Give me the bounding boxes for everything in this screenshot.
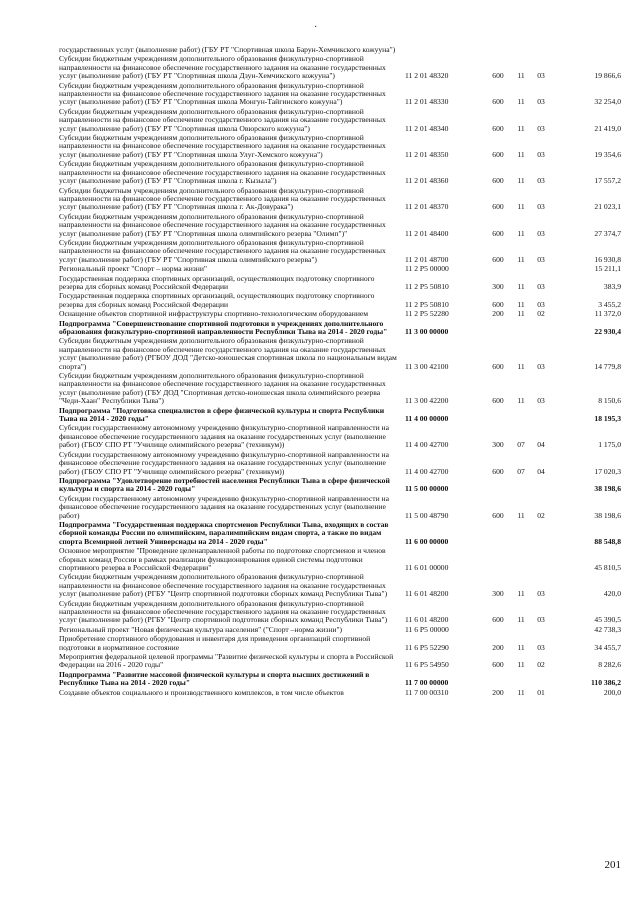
- amount: 19 354,6: [594, 149, 621, 159]
- section: 11: [517, 660, 525, 670]
- amount: 110 386,2: [591, 678, 621, 688]
- top-mark: ·: [314, 22, 318, 33]
- target-code: 11 6 P5 52290: [405, 642, 449, 652]
- subsection: 02: [537, 309, 545, 319]
- table-row: [59, 689, 621, 697]
- subsection: 03: [537, 396, 545, 406]
- subsection: 03: [537, 176, 545, 186]
- table-row: [59, 265, 621, 273]
- section: 11: [517, 281, 525, 291]
- table-row: [59, 424, 621, 449]
- expense-type: 200: [492, 309, 504, 319]
- expense-type: 600: [492, 202, 504, 212]
- table-row: [59, 160, 621, 185]
- table-row: [59, 372, 621, 406]
- subsection: 04: [537, 440, 545, 450]
- expense-type: 600: [492, 396, 504, 406]
- row-name: Субсидии бюджетным учреждениям дополнительного образования физкультурно-спортивной направленности на финансовое обеспечение государственного задания на оказание государственных услуг (выполнение работ) (ГБУ ДОД "Спортивная детско-юношеская школа олимпийского резерва "Чеди-Хаан" Республики Тыва"): [59, 371, 386, 406]
- section: 11: [517, 71, 525, 81]
- target-code: 11 2 01 48330: [405, 97, 449, 107]
- amount: 27 374,7: [594, 228, 621, 238]
- target-code: 11 2 01 48370: [405, 202, 449, 212]
- target-code: 11 2 P5 50810: [405, 299, 449, 309]
- target-code: 11 3 00 00000: [405, 327, 449, 336]
- expense-type: 300: [492, 440, 504, 450]
- section: 11: [517, 642, 525, 652]
- row-name: Подпрограмма "Удовлетворение потребностей населения Республики Тыва в сфере физической культуры и спорта на 2014 - 2020 годы": [59, 475, 390, 494]
- row-name: Государственная поддержка спортивных организаций, осуществляющих подготовку спортивного резерва для сборных команд Российской Федерации: [59, 291, 375, 309]
- subsection: 04: [537, 466, 545, 476]
- row-name: Субсидии бюджетным учреждениям дополнительного образования физкультурно-спортивной направленности на финансовое обеспечение государственного задания на оказание государственных услуг (выполнение работ) (ГБУ РТ "Спортивная школа Улуг-Хемского кожууна"): [59, 133, 386, 159]
- expense-type: 600: [492, 176, 504, 186]
- amount: 200,0: [603, 687, 621, 697]
- row-name: Субсидии государственному автономному учреждению физкультурно-спортивной направленности на финансовое обеспечение государственного задания на оказание государственных услуг (выполнение работ): [59, 493, 389, 520]
- row-name: Субсидии бюджетным учреждениям дополнительного образования физкультурно-спортивной направленности на финансовое обеспечение государственного задания на оказание государственных услуг (выполнение работ) (ГБУ РТ "Спортивная школа олимпийского резерва "Олимп")": [59, 211, 386, 238]
- table-row: [59, 239, 621, 264]
- expense-type: 600: [492, 361, 504, 371]
- section: 11: [517, 299, 525, 309]
- amount: 1 175,0: [598, 440, 621, 450]
- section: 11: [517, 254, 525, 264]
- row-name: Субсидии бюджетным учреждениям дополнительного образования физкультурно-спортивной направленности на финансовое обеспечение государственного задания на оказание государственных услуг (выполнение работ) (ГБУ РТ "Спортивная школа Дзун-Хемчикского кожууна"): [59, 54, 386, 81]
- expense-type: 600: [492, 228, 504, 238]
- row-name: Региональный проект "Спорт – норма жизни": [59, 264, 208, 274]
- subsection: 03: [537, 281, 545, 291]
- target-code: 11 4 00 42700: [405, 466, 449, 476]
- section: 07: [517, 466, 525, 476]
- row-name: Субсидии бюджетным учреждениям дополнительного образования физкультурно-спортивной направленности на финансовое обеспечение государственного задания на оказание государственных услуг (выполнение работ) (ГБУ РТ "Спортивная школа г. Ак-Довурака"): [59, 185, 386, 212]
- section: 11: [517, 202, 525, 212]
- amount: 17 557,2: [594, 176, 621, 186]
- subsection: 03: [537, 202, 545, 212]
- amount: 15 211,1: [594, 264, 621, 274]
- table-row: [59, 134, 621, 159]
- table-row: [59, 292, 621, 309]
- row-name: Субсидии государственному автономному учреждению физкультурно-спортивной направленности на финансовое обеспечение государственного задания на оказание государственных услуг (выполнение работ) (ГБОУ СПО РТ "Училище олимпийского резерва" (техникум)): [59, 423, 389, 450]
- section: 07: [517, 440, 525, 450]
- section: 11: [517, 396, 525, 406]
- table-row: [59, 635, 621, 652]
- row-name: Подпрограмма "Подготовка специалистов в сфере физической культуры и спорта Республики Тыва на 2014 - 2020 годы": [59, 405, 385, 424]
- table-row: [59, 310, 621, 318]
- subsection: 03: [537, 615, 545, 625]
- amount: 38 198,6: [594, 484, 621, 494]
- expense-type: 600: [492, 71, 504, 81]
- target-code: 11 2 P5 52280: [405, 309, 449, 319]
- target-code: 11 6 00 00000: [405, 536, 449, 546]
- row-name: Подпрограмма "Совершенствование спортивной подготовки в учреждениях дополнительного образования физкультурно-спортивной направленности Республики Тыва на 2014 - 2020 годы": [59, 318, 388, 336]
- table-row: [59, 407, 621, 424]
- table-row: [59, 671, 621, 688]
- amount: 11 372,0: [594, 309, 621, 319]
- table-row: [59, 46, 621, 54]
- expense-type: 600: [492, 254, 504, 264]
- table-row: [59, 451, 621, 476]
- row-name: государственных услуг (выполнение работ) (ГБУ РТ "Спортивная школа Барун-Хемчикского кожууна"): [59, 45, 396, 54]
- section: 11: [517, 687, 525, 697]
- section: 11: [517, 123, 525, 133]
- expense-type: 200: [492, 687, 504, 697]
- row-name: Субсидии бюджетным учреждениям дополнительного образования физкультурно-спортивной направленности на финансовое обеспечение государственного задания на оказание государственных услуг (выполнение работ) (РГБОУ ДОД "Детско-юношеская спортивная школа по национальным видам спорта"): [59, 336, 397, 371]
- table-row: [59, 495, 621, 520]
- subsection: 02: [537, 660, 545, 670]
- expense-type: 300: [492, 589, 504, 599]
- target-code: 11 2 01 48360: [405, 176, 449, 186]
- target-code: 11 4 00 42700: [405, 440, 449, 450]
- subsection: 03: [537, 361, 545, 371]
- section: 11: [517, 309, 525, 319]
- row-name: Субсидии бюджетным учреждениям дополнительного образования физкультурно-спортивной направленности на финансовое обеспечение государственного задания на оказание государственных услуг (выполнение работ) (РГБУ "Центр спортивной подготовки сборных команд Республики Тыва"): [59, 598, 388, 625]
- expense-type: 600: [492, 510, 504, 520]
- target-code: 11 6 01 48200: [405, 589, 449, 599]
- amount: 21 023,1: [594, 202, 621, 212]
- amount: 42 738,3: [594, 624, 621, 634]
- row-name: Мероприятия федеральной целевой программы "Развитие физической культуры и спорта в Российской Федерации на 2016 - 2020 годы": [59, 652, 394, 670]
- expense-type: 300: [492, 281, 504, 291]
- amount: 18 195,3: [594, 414, 621, 424]
- table-row: [59, 626, 621, 634]
- amount: 88 548,8: [594, 536, 621, 546]
- target-code: 11 7 00 00000: [405, 678, 449, 688]
- target-code: 11 6 01 48200: [405, 615, 449, 625]
- amount: 383,9: [603, 281, 621, 291]
- target-code: 11 3 00 42200: [405, 396, 449, 406]
- row-name: Приобретение спортивного оборудования и инвентаря для приведения организаций спортивной подготовки в нормативное состояние: [59, 634, 371, 652]
- table-row: [59, 108, 621, 133]
- row-name: Субсидии бюджетным учреждениям дополнительного образования физкультурно-спортивной направленности на финансовое обеспечение государственного задания на оказание государственных услуг (выполнение работ) (ГБУ РТ "Спортивная школа Овюрского кожууна"): [59, 106, 386, 133]
- section: 11: [517, 615, 525, 625]
- amount: 8 282,6: [598, 660, 621, 670]
- subsection: 03: [537, 123, 545, 133]
- table-row: [59, 320, 621, 337]
- section: 11: [517, 228, 525, 238]
- section: 11: [517, 97, 525, 107]
- target-code: 11 2 01 48320: [405, 71, 449, 81]
- table-row: [59, 82, 621, 107]
- target-code: 11 5 00 00000: [405, 484, 449, 494]
- target-code: 11 4 00 00000: [405, 414, 449, 424]
- subsection: 02: [537, 510, 545, 520]
- expense-type: 600: [492, 97, 504, 107]
- expense-type: 200: [492, 642, 504, 652]
- expense-type: 600: [492, 149, 504, 159]
- target-code: 11 5 00 48790: [405, 510, 449, 520]
- row-name: Субсидии бюджетным учреждениям дополнительного образования физкультурно-спортивной направленности на финансовое обеспечение государственного задания на оказание государственных услуг (выполнение работ) (РГБУ "Центр спортивной подготовки сборных команд Республики Тыва"): [59, 572, 388, 599]
- target-code: 11 7 00 00310: [405, 687, 449, 697]
- amount: 16 930,8: [594, 254, 621, 264]
- target-code: 11 2 P5 50810: [405, 281, 449, 291]
- subsection: 03: [537, 589, 545, 599]
- row-name: Создание объектов социального и производственного комплексов, в том числе объектов: [59, 687, 344, 697]
- expense-type: 600: [492, 660, 504, 670]
- table-row: [59, 477, 621, 494]
- subsection: 03: [537, 254, 545, 264]
- amount: 420,0: [603, 589, 621, 599]
- row-name: Субсидии бюджетным учреждениям дополнительного образования физкультурно-спортивной направленности на финансовое обеспечение государственного задания на оказание государственных услуг (выполнение работ) (ГБУ РТ "Спортивная школа Монгун-Тайгинского кожууна"): [59, 80, 386, 107]
- target-code: 11 2 01 48350: [405, 149, 449, 159]
- target-code: 11 6 P5 00000: [405, 624, 449, 634]
- amount: 38 198,6: [594, 510, 621, 520]
- table-row: [59, 653, 621, 670]
- expense-type: 600: [492, 615, 504, 625]
- subsection: 01: [537, 687, 545, 697]
- budget-table: [59, 46, 621, 698]
- target-code: 11 2 01 48400: [405, 228, 449, 238]
- row-name: Оснащение объектов спортивной инфраструктуры спортивно-технологическим оборудованием: [59, 309, 369, 319]
- amount: 45 810,5: [594, 562, 621, 572]
- section: 11: [517, 361, 525, 371]
- row-name: Региональный проект "Новая физическая культура населения" ("Спорт –норма жизни"): [59, 624, 343, 634]
- row-name: Субсидии бюджетным учреждениям дополнительного образования физкультурно-спортивной направленности на финансовое обеспечение государственного задания на оказание государственных услуг (выполнение работ) (ГБУ РТ "Спортивная школа г. Кызыла"): [59, 159, 386, 186]
- target-code: 11 6 01 00000: [405, 562, 449, 572]
- page-number: 201: [604, 859, 621, 871]
- expense-type: 600: [492, 299, 504, 309]
- table-row: [59, 187, 621, 212]
- amount: 22 930,4: [594, 327, 621, 336]
- section: 11: [517, 510, 525, 520]
- subsection: 03: [537, 228, 545, 238]
- table-row: [59, 213, 621, 238]
- subsection: 03: [537, 642, 545, 652]
- table-row: [59, 521, 621, 546]
- row-name: Субсидии государственному автономному учреждению физкультурно-спортивной направленности на финансовое обеспечение государственного задания на оказание государственных услуг (выполнение работ) (ГБОУ СПО РТ "Училище олимпийского резерва" (техникум)): [59, 449, 389, 476]
- table-row: [59, 600, 621, 625]
- row-name: Субсидии бюджетным учреждениям дополнительного образования физкультурно-спортивной направленности на финансовое обеспечение государственного задания на оказание государственных услуг (выполнение работ) (ГБУ РТ "Спортивная школа олимпийского резерва"): [59, 237, 386, 264]
- amount: 8 150,6: [598, 396, 621, 406]
- amount: 3 455,2: [598, 299, 621, 309]
- row-name: Государственная поддержка спортивных организаций, осуществляющих подготовку спортивного резерва для сборных команд Российской Федерации: [59, 273, 375, 291]
- target-code: 11 2 P5 00000: [405, 264, 449, 274]
- row-name: Подпрограмма "Развитие массовой физической культуры и спорта высших достижений в Республике Тыва на 2014 - 2020 годы": [59, 669, 370, 688]
- section: 11: [517, 176, 525, 186]
- amount: 32 254,0: [594, 97, 621, 107]
- amount: 19 866,6: [594, 71, 621, 81]
- table-row: [59, 573, 621, 598]
- amount: 14 779,8: [594, 361, 621, 371]
- amount: 34 455,7: [594, 642, 621, 652]
- amount: 45 390,5: [594, 615, 621, 625]
- subsection: 03: [537, 299, 545, 309]
- target-code: 11 6 P5 54950: [405, 660, 449, 670]
- subsection: 03: [537, 97, 545, 107]
- table-row: [59, 55, 621, 80]
- target-code: 11 2 01 48340: [405, 123, 449, 133]
- subsection: 03: [537, 149, 545, 159]
- amount: 21 419,0: [594, 123, 621, 133]
- row-name: Подпрограмма "Государственная поддержка спортсменов Республики Тыва, входящих в состав сборной команды России по олимпийским, паралимпийским видам спорта, а также по видам спорта Всемирной летней Универсиады на 2014 - 2020 годы": [59, 519, 389, 546]
- table-row: [59, 547, 621, 572]
- amount: 17 020,3: [594, 466, 621, 476]
- expense-type: 600: [492, 466, 504, 476]
- section: 11: [517, 589, 525, 599]
- section: 11: [517, 149, 525, 159]
- expense-type: 600: [492, 123, 504, 133]
- table-row: [59, 275, 621, 292]
- subsection: 03: [537, 71, 545, 81]
- table-row: [59, 337, 621, 371]
- row-name: Основное мероприятие "Проведение целенаправленной работы по подготовке спортсменов и членов сборных команд России в рамках реализации функционирования единой системы подготовки спортивного резерва в Российской Федерации": [59, 546, 386, 572]
- target-code: 11 3 00 42100: [405, 361, 449, 371]
- target-code: 11 2 01 48700: [405, 254, 449, 264]
